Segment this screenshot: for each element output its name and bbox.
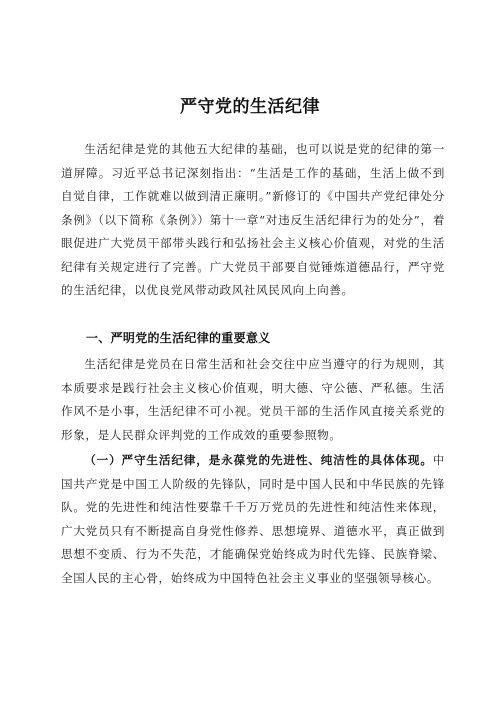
page-title: 严守党的生活纪律: [180, 97, 320, 117]
subsection-paragraph: [61, 449, 445, 590]
intro-paragraph: 生活纪律是党的其他五大纪律的基础，也可以说是党的纪律的第一道屏障。习近平总书记深刻指出：“生活是工作的基础，生活上做不到自觉自律，工作就难以做到清正廉明。”新修订的《中国共产党纪律处分条例》（以下简称《条例》）第十一章“对违反生活纪律行为的处分”，着眼促进广大党员干部带头践行和弘扬社会主义核心价值观，对党的生活纪律有关规定进行了完善。广大党员干部要自觉锤炼道德品行，严守党的生活纪律，以优良党风带动政风社风民风向上向善。: [61, 142, 445, 297]
section-heading: 一、严明党的生活纪律的重要意义: [86, 331, 271, 345]
subsection-lead: （一）严守生活纪律，是永葆党的先进性、纯洁性的具体体现。: [84, 453, 433, 467]
subsection-text: 中国共产党是中国工人阶级的先锋队，同时是中国人民和中华民族的先锋队。党的先进性和纯洁性要靠千千万万党员的先进性和纯洁性来体现，广大党员只有不断提高自身党性修养、思想境界、道德水平，真正做到思想不变质、行为不失范，才能确保党始终成为时代先锋、民族脊梁、全国人民的主心骨，始终成为中国特色社会主义事业的坚强领导核心。: [61, 453, 445, 585]
section-paragraph: 生活纪律是党员在日常生活和社会交往中应当遵守的行为规则，其本质要求是践行社会主义核心价值观，明大德、守公德、严私德。生活作风不是小事，生活纪律不可小视。党员干部的生活作风直接关系党的形象，是人民群众评判党的工作成效的重要参照物。: [61, 357, 445, 442]
